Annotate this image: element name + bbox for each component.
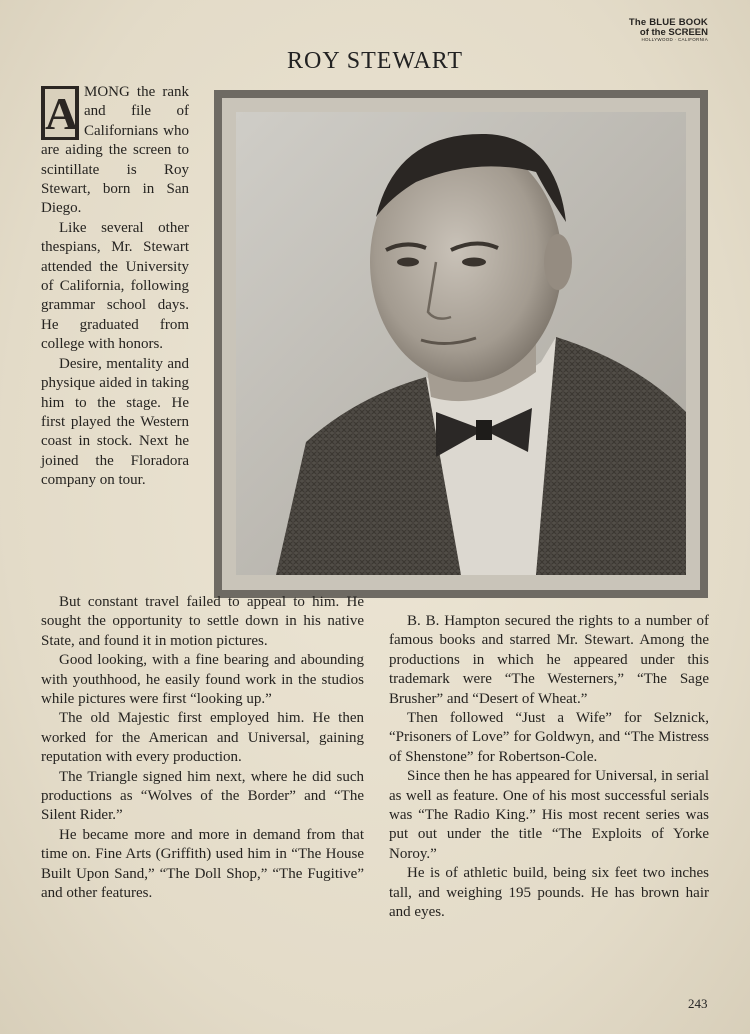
intro-paragraph: Desire, mentality and physique aided in taking him to the stage. He first played the Western coast in stock. Next he joined the Floradora company on tour.: [41, 355, 189, 489]
body-paragraph: He became more and more in demand from that time on. Fine Arts (Griffith) used him in “The House Built Upon Sand,” “The Doll Shop,” “The Fugitive” and other features.: [41, 826, 364, 902]
body-paragraph: B. B. Hampton secured the rights to a number of famous books and starred Mr. Stewart. Among the productions in which he appeared under this trademark were “The Westerners,” “The Sage Brusher” and “Desert of Wheat.”: [389, 613, 709, 707]
portrait-photo: [236, 112, 686, 575]
intro-paragraph: MONG the rank and file of Californians who are aiding the screen to scintillate is Roy Stewart, born in San Diego.: [41, 84, 189, 217]
body-paragraph: The Triangle signed him next, where he did such productions as “Wolves of the Border” and “The Silent Rider.”: [41, 768, 364, 824]
masthead-line-2: of the SCREEN: [639, 26, 708, 38]
right-column: [389, 612, 709, 923]
body-paragraph: He is of athletic build, being six feet two inches tall, and weighing 195 pounds. He has brown hair and eyes.: [389, 865, 709, 921]
dropcap-letter: A: [45, 88, 79, 139]
portrait-frame: [214, 90, 708, 598]
dropcap-ornament: [41, 86, 79, 140]
body-paragraph: Since then he has appeared for Universal, in serial as well as feature. One of his most successful serials was “The Radio King.” His most recent series was put out under the title “The Exploits of Yorke Noroy.”: [389, 768, 709, 862]
intro-paragraph: Like several other thespians, Mr. Stewart attended the University of California, following grammar school days. He graduated from college with honors.: [41, 219, 189, 353]
body-paragraph: Then followed “Just a Wife” for Selznick, “Prisoners of Love” for Goldwyn, and “The Mistress of Shenstone” for Robertson-Cole.: [389, 710, 709, 765]
masthead-line-1: The BLUE BOOK: [628, 17, 708, 28]
body-paragraph: Good looking, with a fine bearing and abounding with youthhood, he easily found work in the studios while pictures were first “looking up.”: [41, 652, 364, 708]
masthead-logo: [629, 18, 708, 43]
intro-column: [41, 83, 189, 491]
body-paragraph: The old Majestic first employed him. He then worked for the American and Universal, gaining reputation with every production.: [41, 710, 364, 766]
page-number: 243: [688, 996, 708, 1011]
left-column: [41, 593, 364, 904]
portrait-illustration: [236, 112, 686, 575]
article-title: ROY STEWART: [287, 48, 463, 74]
masthead-line-3: HOLLYWOOD · CALIFORNIA: [641, 37, 708, 42]
body-paragraph: But constant travel failed to appeal to him. He sought the opportunity to settle down in his native State, and found it in motion pictures.: [41, 594, 364, 649]
